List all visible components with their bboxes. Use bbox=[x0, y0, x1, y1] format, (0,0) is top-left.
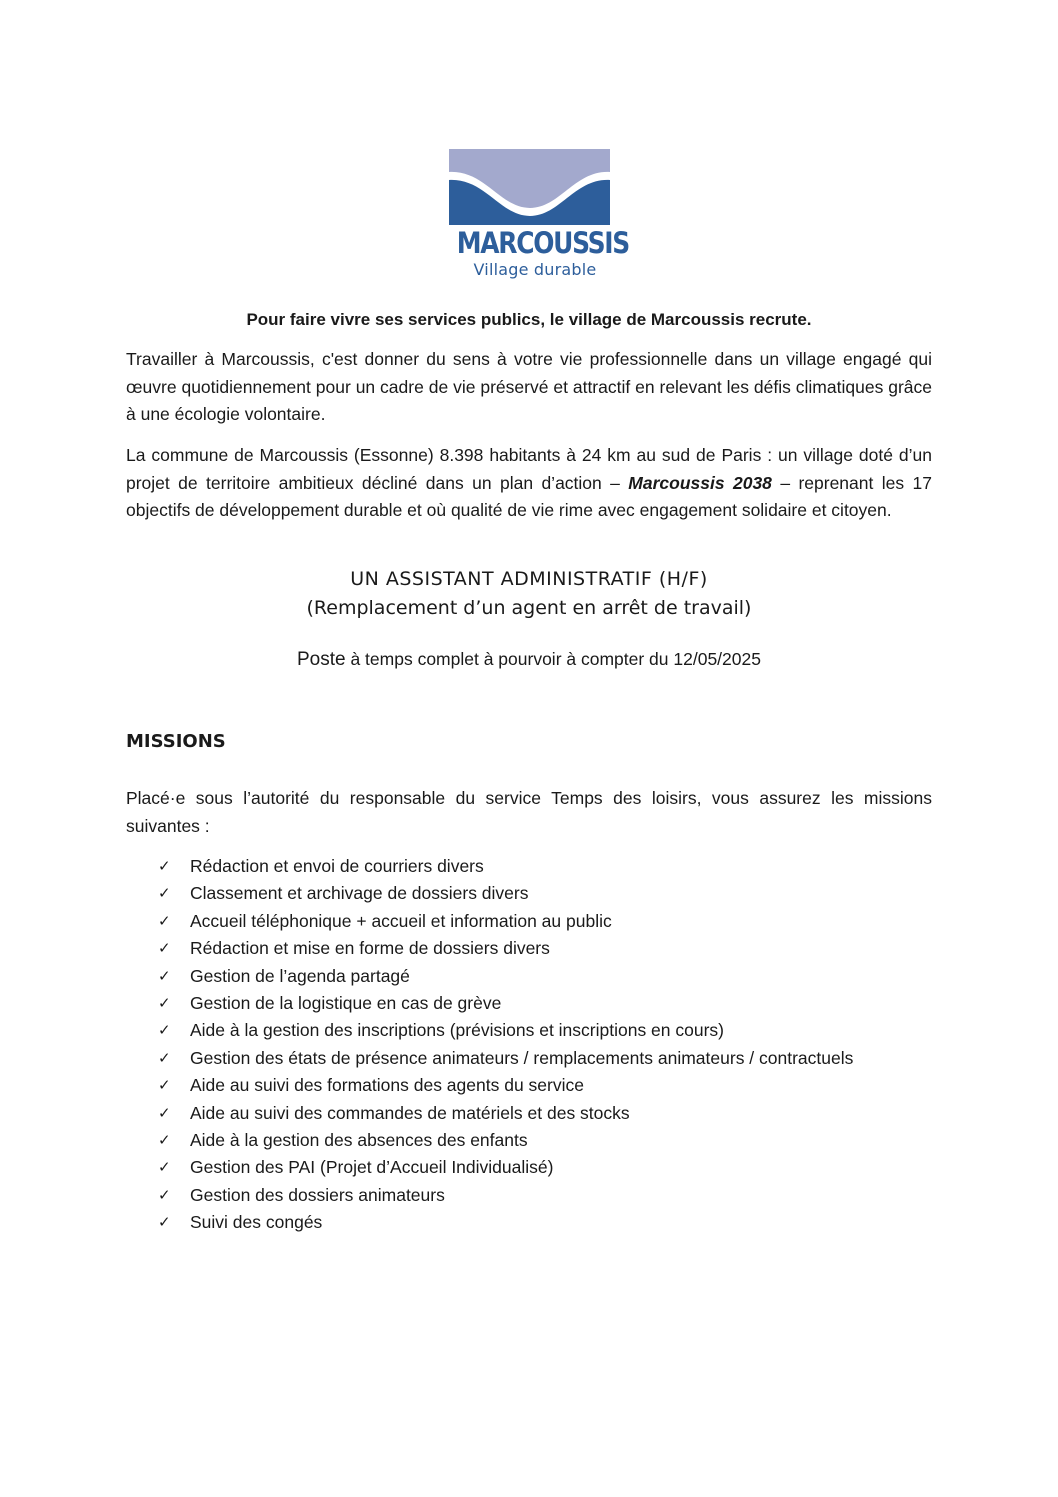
checkmark-icon: ✓ bbox=[158, 884, 171, 903]
wave-emblem-icon bbox=[430, 130, 638, 240]
post-word: Poste bbox=[297, 649, 346, 670]
list-item bbox=[158, 1127, 853, 1154]
logo-name: MARCOUSSIS bbox=[456, 226, 629, 260]
list-item bbox=[158, 1045, 853, 1072]
list-item bbox=[158, 1182, 853, 1209]
list-item bbox=[158, 853, 853, 880]
job-title: UN ASSISTANT ADMINISTRATIF (H/F) bbox=[350, 568, 708, 590]
list-item-label: Aide à la gestion des absences des enfants bbox=[190, 1129, 528, 1150]
plan-name: Marcoussis 2038 bbox=[628, 472, 772, 493]
missions-heading: MISSIONS bbox=[126, 731, 226, 752]
headline: Pour faire vivre ses services publics, le village de Marcoussis recrute. bbox=[246, 310, 812, 329]
checkmark-icon: ✓ bbox=[158, 857, 171, 875]
logo-tagline: Village durable bbox=[473, 260, 597, 279]
checkmark-icon: ✓ bbox=[158, 1130, 171, 1149]
list-item bbox=[158, 990, 853, 1017]
list-item-label: Rédaction et mise en forme de dossiers divers bbox=[190, 938, 550, 959]
list-item bbox=[158, 1154, 853, 1181]
list-item-label: Gestion des dossiers animateurs bbox=[190, 1184, 445, 1205]
list-item-label: Accueil téléphonique + accueil et information au public bbox=[190, 910, 612, 931]
checkmark-icon: ✓ bbox=[158, 911, 171, 930]
checkmark-icon: ✓ bbox=[158, 1021, 171, 1040]
checkmark-icon: ✓ bbox=[158, 1185, 171, 1204]
list-item bbox=[158, 1209, 853, 1236]
commune-paragraph bbox=[126, 442, 932, 525]
checkmark-icon: ✓ bbox=[158, 939, 171, 958]
list-item bbox=[158, 880, 853, 907]
list-item bbox=[158, 1017, 853, 1044]
job-subtitle: (Remplacement d’un agent en arrêt de travail) bbox=[306, 597, 752, 619]
checkmark-icon: ✓ bbox=[158, 966, 171, 985]
checkmark-icon: ✓ bbox=[158, 1103, 171, 1122]
marcoussis-logo bbox=[430, 130, 638, 302]
list-item-label: Gestion de l’agenda partagé bbox=[190, 965, 410, 986]
missions-list bbox=[158, 853, 853, 1236]
list-item bbox=[158, 1072, 853, 1099]
commune-text-before: La commune de Marcoussis (Essonne) 8.398 habitants à 24 km au sud de Paris : un village doté d’un projet de territoire ambitieux décliné dans un plan d’action – bbox=[126, 445, 932, 493]
intro-paragraph: Travailler à Marcoussis, c'est donner du sens à votre vie professionnelle dans un village engagé qui œuvre quotidiennement pour un cadre de vie préservé et attractif en relevant les défis climatiques grâce à une écologie volontaire. bbox=[126, 349, 932, 424]
list-item-label: Suivi des congés bbox=[190, 1212, 323, 1233]
list-item-label: Gestion de la logistique en cas de grève bbox=[190, 992, 502, 1013]
checkmark-icon: ✓ bbox=[158, 1048, 171, 1067]
checkmark-icon: ✓ bbox=[158, 1213, 171, 1232]
list-item-label: Aide à la gestion des inscriptions (prévisions et inscriptions en cours) bbox=[190, 1020, 725, 1041]
commune-text-after: – reprenant les 17 objectifs de développement durable et où qualité de vie rime avec engagement solidaire et citoyen. bbox=[126, 472, 932, 520]
checkmark-icon: ✓ bbox=[158, 1158, 171, 1177]
list-item-label: Aide au suivi des commandes de matériels et des stocks bbox=[190, 1102, 630, 1123]
list-item bbox=[158, 935, 853, 962]
list-item-label: Rédaction et envoi de courriers divers bbox=[190, 856, 484, 876]
list-item bbox=[158, 963, 853, 990]
list-item-label: Gestion des états de présence animateurs / remplacements animateurs / contractuels bbox=[190, 1047, 854, 1068]
list-item bbox=[158, 1100, 853, 1127]
list-item bbox=[158, 908, 853, 935]
checkmark-icon: ✓ bbox=[158, 1076, 171, 1095]
post-rest: à temps complet à pourvoir à compter du 12/05/2025 bbox=[345, 649, 761, 669]
list-item-label: Aide au suivi des formations des agents du service bbox=[190, 1075, 584, 1096]
missions-intro: Placé·e sous l’autorité du responsable du service Temps des loisirs, vous assurez les missions suivantes : bbox=[126, 788, 932, 836]
checkmark-icon: ✓ bbox=[158, 993, 171, 1012]
list-item-label: Gestion des PAI (Projet d’Accueil Individualisé) bbox=[190, 1157, 554, 1178]
list-item-label: Classement et archivage de dossiers divers bbox=[190, 883, 529, 904]
post-details bbox=[126, 649, 932, 671]
